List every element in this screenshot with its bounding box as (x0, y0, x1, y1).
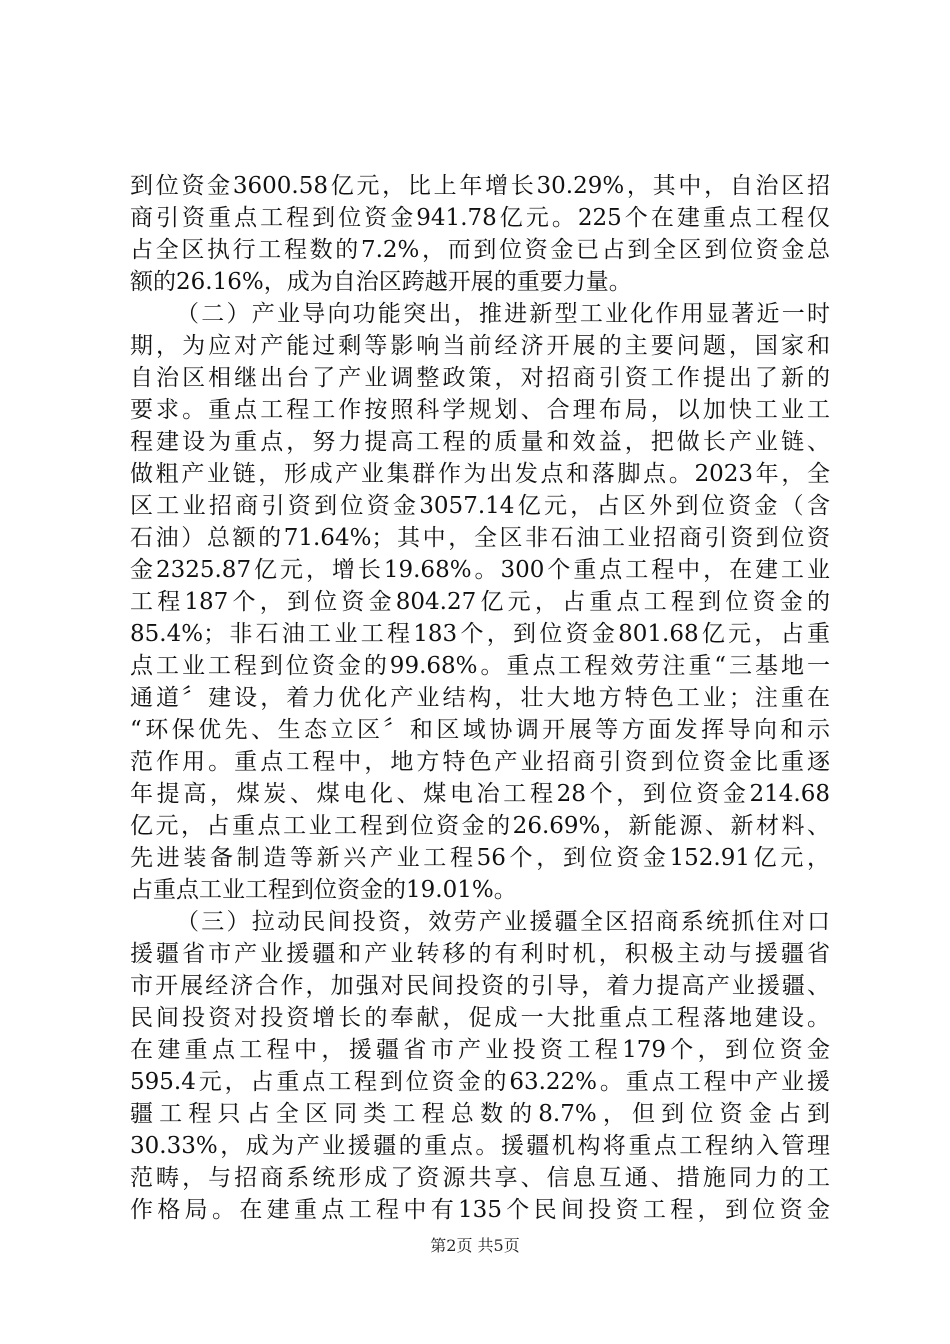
text-line: （三）拉动民间投资，效劳产业援疆全区招商系统抓住对口 (176, 909, 830, 935)
text-line: 疆工程只占全区同类工程总数的8.7%，但到位资金占到 (130, 1101, 830, 1127)
text-line: 占全区执行工程数的7.2%，而到位资金已占到全区到位资金总 (130, 237, 830, 263)
text-line: 做粗产业链，形成产业集群作为出发点和落脚点。2023年，全 (130, 461, 830, 487)
text-line: 自治区相继出台了产业调整政策，对招商引资工作提出了新的 (130, 365, 830, 391)
text-line: 先进装备制造等新兴产业工程56个，到位资金152.91亿元， (130, 845, 830, 871)
text-line: 民间投资对投资增长的奉献，促成一大批重点工程落地建设。 (130, 1005, 830, 1031)
text-line: 点工业工程到位资金的99.68%。重点工程效劳注重“三基地一 (130, 653, 830, 679)
text-line: 范畴，与招商系统形成了资源共享、信息互通、措施同力的工 (130, 1165, 830, 1191)
text-line: 亿元，占重点工业工程到位资金的26.69%，新能源、新材料、 (130, 813, 830, 839)
text-line: 要求。重点工程工作按照科学规划、合理布局，以加快工业工 (130, 397, 830, 423)
text-line: 年提高，煤炭、煤电化、煤电冶工程28个，到位资金214.68 (130, 781, 830, 807)
text-line: 作格局。在建重点工程中有135个民间投资工程，到位资金 (130, 1197, 830, 1223)
text-line: 在建重点工程中，援疆省市产业投资工程179个，到位资金 (130, 1037, 830, 1063)
body-text (130, 170, 830, 1226)
text-line: 工程187个，到位资金804.27亿元，占重点工程到位资金的 (130, 589, 830, 615)
text-line: 石油）总额的71.64%；其中，全区非石油工业招商引资到位资 (130, 525, 830, 551)
text-line: 额的26.16%，成为自治区跨越开展的重要力量。 (130, 269, 632, 295)
text-line: 期，为应对产能过剩等影响当前经济开展的主要问题，国家和 (130, 333, 830, 359)
text-line: 程建设为重点，努力提高工程的质量和效益，把做长产业链、 (130, 429, 830, 455)
text-line: （二）产业导向功能突出，推进新型工业化作用显著近一时 (176, 301, 830, 327)
text-line: 援疆省市产业援疆和产业转移的有利时机，积极主动与援疆省 (130, 941, 830, 967)
text-line: “环保优先、生态立区〞和区域协调开展等方面发挥导向和示 (130, 717, 830, 743)
text-line: 区工业招商引资到位资金3057.14亿元，占区外到位资金（含 (130, 493, 830, 519)
text-line: 85.4%；非石油工业工程183个，到位资金801.68亿元，占重 (130, 621, 830, 647)
text-line: 商引资重点工程到位资金941.78亿元。225个在建重点工程仅 (130, 205, 830, 231)
text-line: 595.4元，占重点工程到位资金的63.22%。重点工程中产业援 (130, 1069, 830, 1095)
text-line: 金2325.87亿元，增长19.68%。300个重点工程中，在建工业 (130, 557, 830, 583)
text-line: 30.33%，成为产业援疆的重点。援疆机构将重点工程纳入管理 (130, 1133, 830, 1159)
text-line: 市开展经济合作，加强对民间投资的引导，着力提高产业援疆、 (130, 973, 830, 999)
text-line: 通道〞建设，着力优化产业结构，壮大地方特色工业；注重在 (130, 685, 830, 711)
text-line: 范作用。重点工程中，地方特色产业招商引资到位资金比重逐 (130, 749, 830, 775)
text-line: 到位资金3600.58亿元，比上年增长30.29%，其中，自治区招 (130, 173, 830, 199)
page-footer: 第2页 共5页 (430, 1236, 520, 1255)
text-line: 占重点工业工程到位资金的19.01%。 (130, 877, 517, 903)
